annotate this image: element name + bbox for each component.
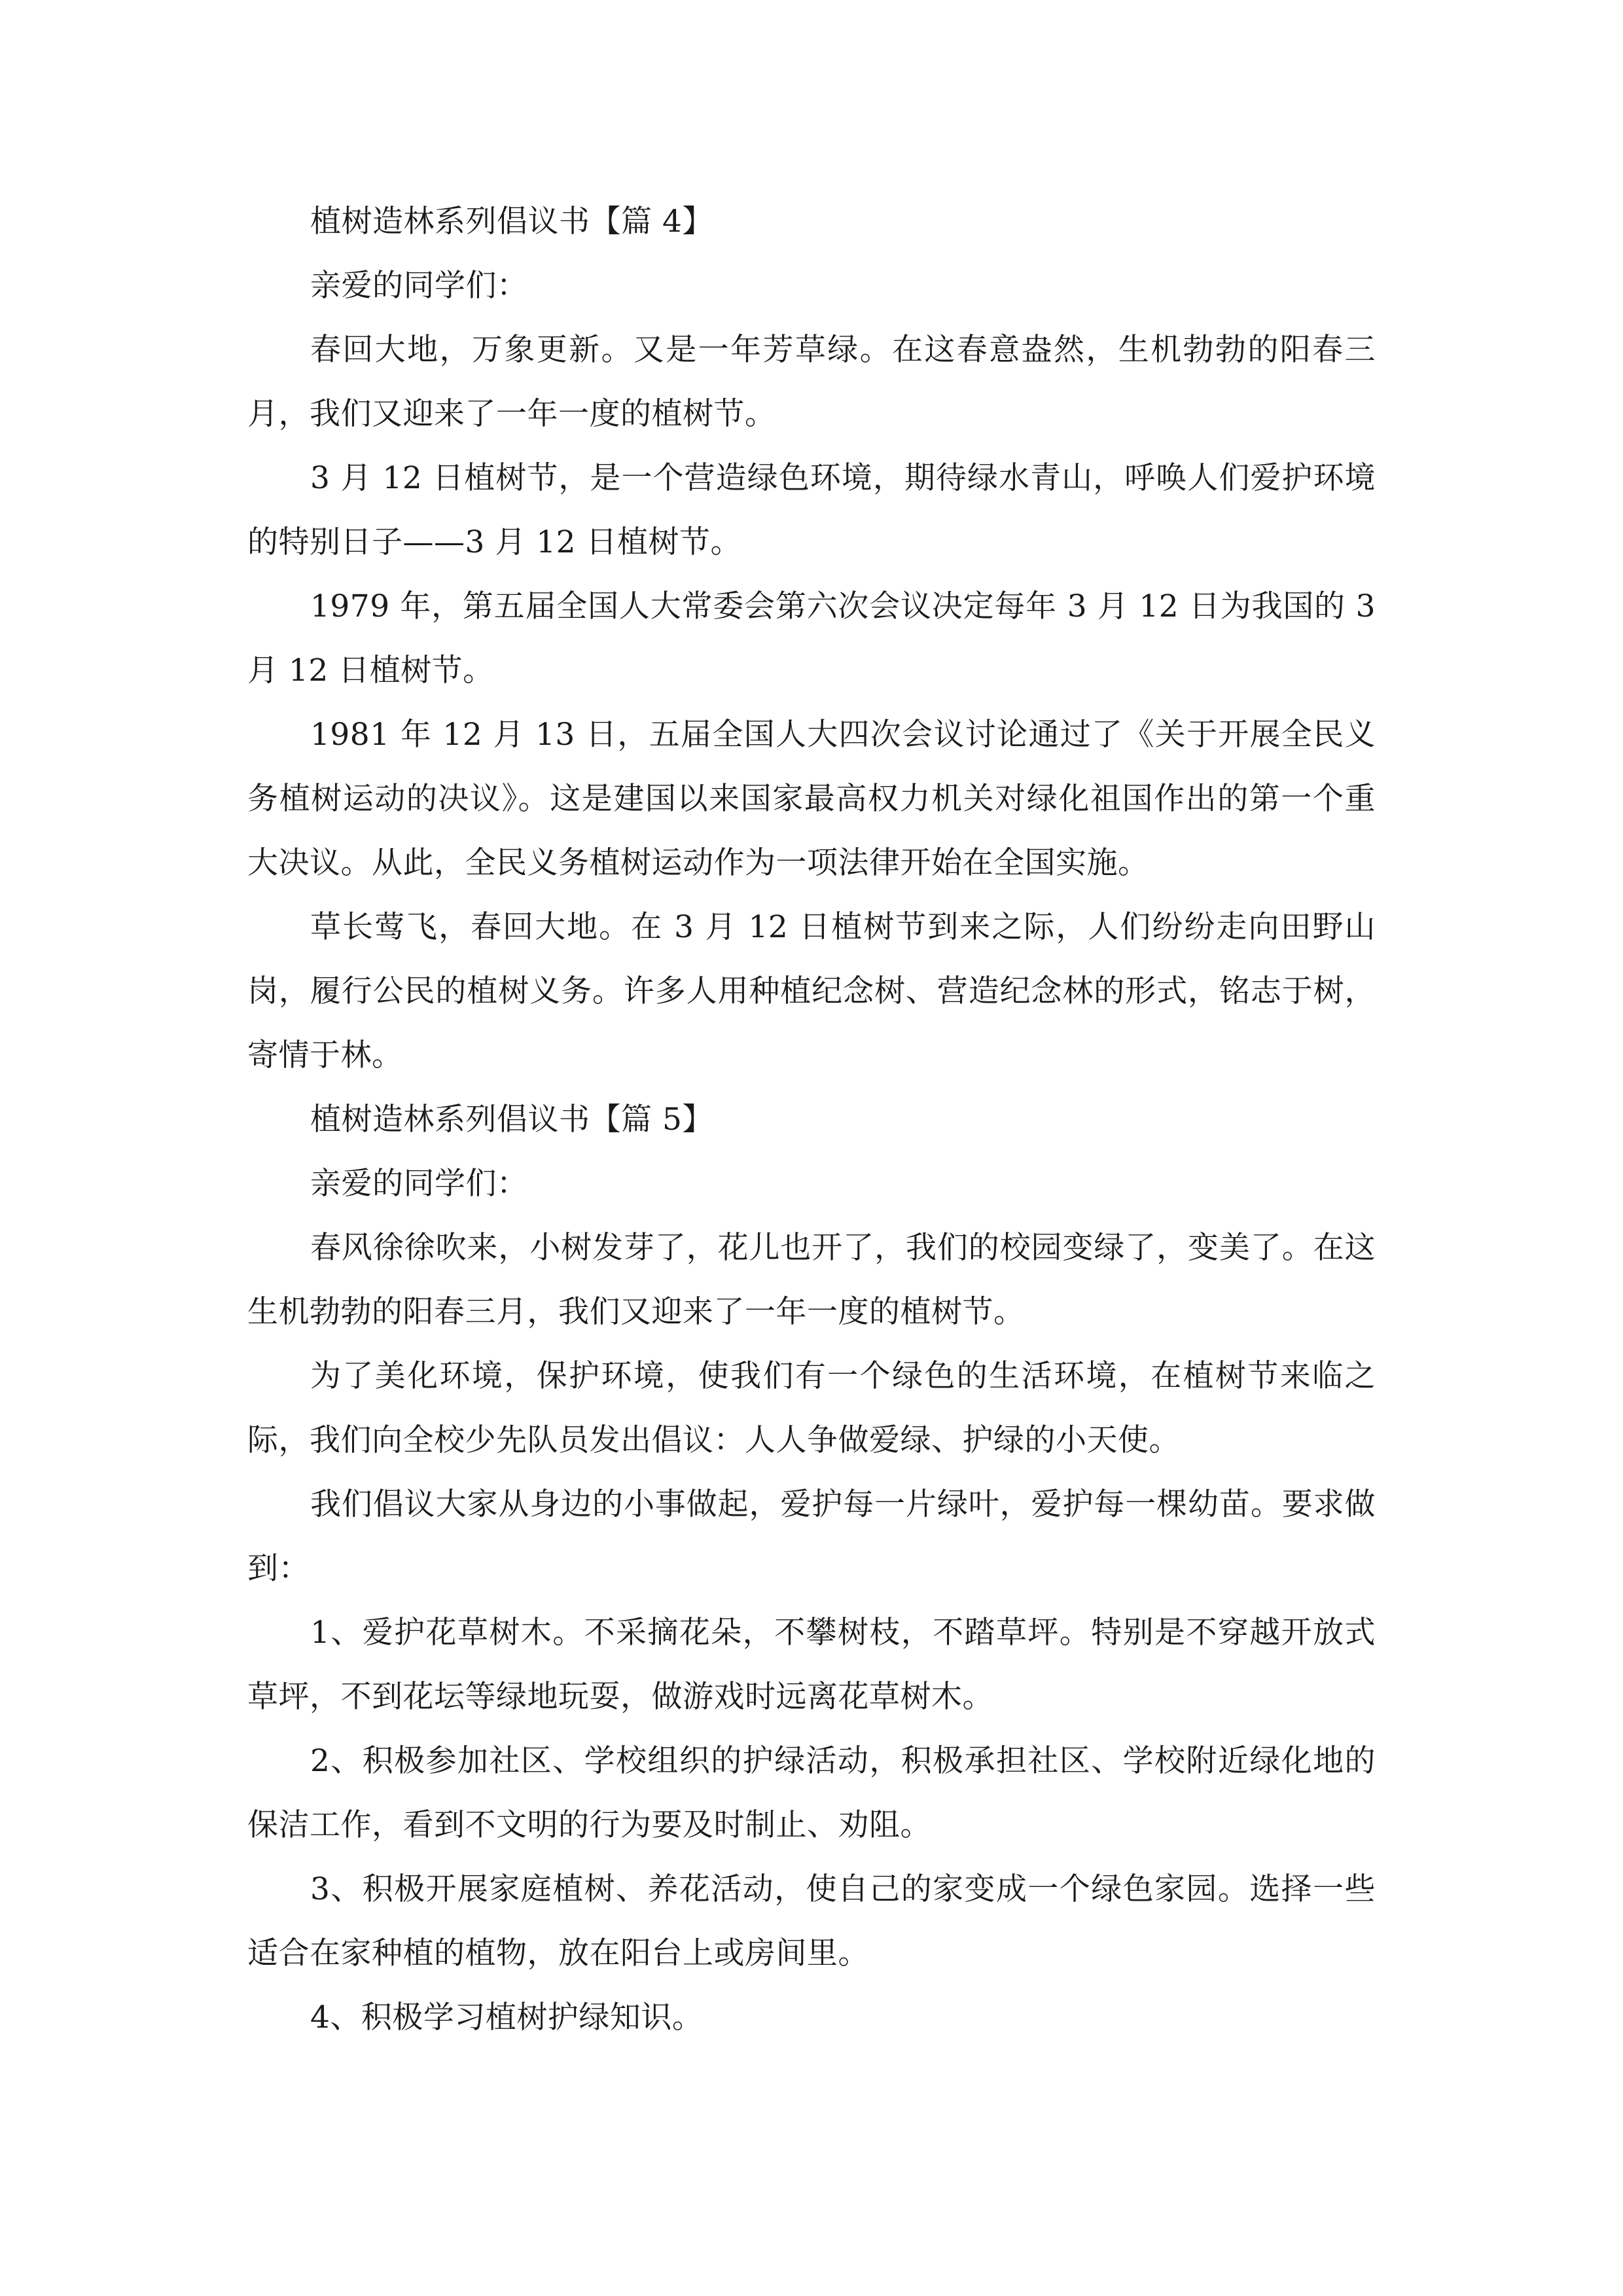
paragraph: 为了美化环境，保护环境，使我们有一个绿色的生活环境，在植树节来临之际，我们向全校少先队员发出倡议：人人争做爱绿、护绿的小天使。 (247, 1358, 1376, 1458)
list-item: 2、积极参加社区、学校组织的护绿活动，积极承担社区、学校附近绿化地的保洁工作，看到不文明的行为要及时制止、劝阻。 (247, 1743, 1376, 1843)
list-item: 4、积极学习植树护绿知识。 (310, 2000, 704, 2036)
paragraph: 1979 年，第五届全国人大常委会第六次会议决定每年 3 月 12 日为我国的 3 月 12 日植树节。 (247, 588, 1376, 689)
paragraph: 春回大地，万象更新。又是一年芳草绿。在这春意盎然，生机勃勃的阳春三月，我们又迎来了一年一度的植树节。 (247, 332, 1376, 432)
paragraph: 春风徐徐吹来，小树发芽了，花儿也开了，我们的校园变绿了，变美了。在这生机勃勃的阳春三月，我们又迎来了一年一度的植树节。 (247, 1230, 1376, 1330)
document-body (247, 190, 1376, 2050)
list-item: 1、爱护花草树木。不采摘花朵，不攀树枝，不踏草坪。特别是不穿越开放式草坪，不到花坛等绿地玩耍，做游戏时远离花草树木。 (247, 1615, 1376, 1715)
list-item: 3、积极开展家庭植树、养花活动，使自己的家变成一个绿色家园。选择一些适合在家种植的植物，放在阳台上或房间里。 (247, 1871, 1376, 1971)
paragraph: 3 月 12 日植树节，是一个营造绿色环境，期待绿水青山，呼唤人们爱护环境的特别日子——3 月 12 日植树节。 (247, 460, 1376, 560)
paragraph: 1981 年 12 月 13 日，五届全国人大四次会议讨论通过了《关于开展全民义务植树运动的决议》。这是建国以来国家最高权力机关对绿化祖国作出的第一个重大决议。从此，全民义务植树运动作为一项法律开始在全国实施。 (247, 717, 1376, 881)
salutation: 亲爱的同学们： (310, 268, 528, 304)
salutation: 亲爱的同学们： (310, 1166, 528, 1202)
paragraph: 我们倡议大家从身边的小事做起，爱护每一片绿叶，爱护每一棵幼苗。要求做到： (247, 1486, 1376, 1587)
section-title-part-5: 植树造林系列倡议书【篇 5】 (310, 1102, 713, 1138)
paragraph: 草长莺飞，春回大地。在 3 月 12 日植树节到来之际，人们纷纷走向田野山岗，履行公民的植树义务。许多人用种植纪念树、营造纪念林的形式，铭志于树，寄情于林。 (247, 909, 1376, 1073)
section-title-part-4: 植树造林系列倡议书【篇 4】 (310, 204, 713, 240)
